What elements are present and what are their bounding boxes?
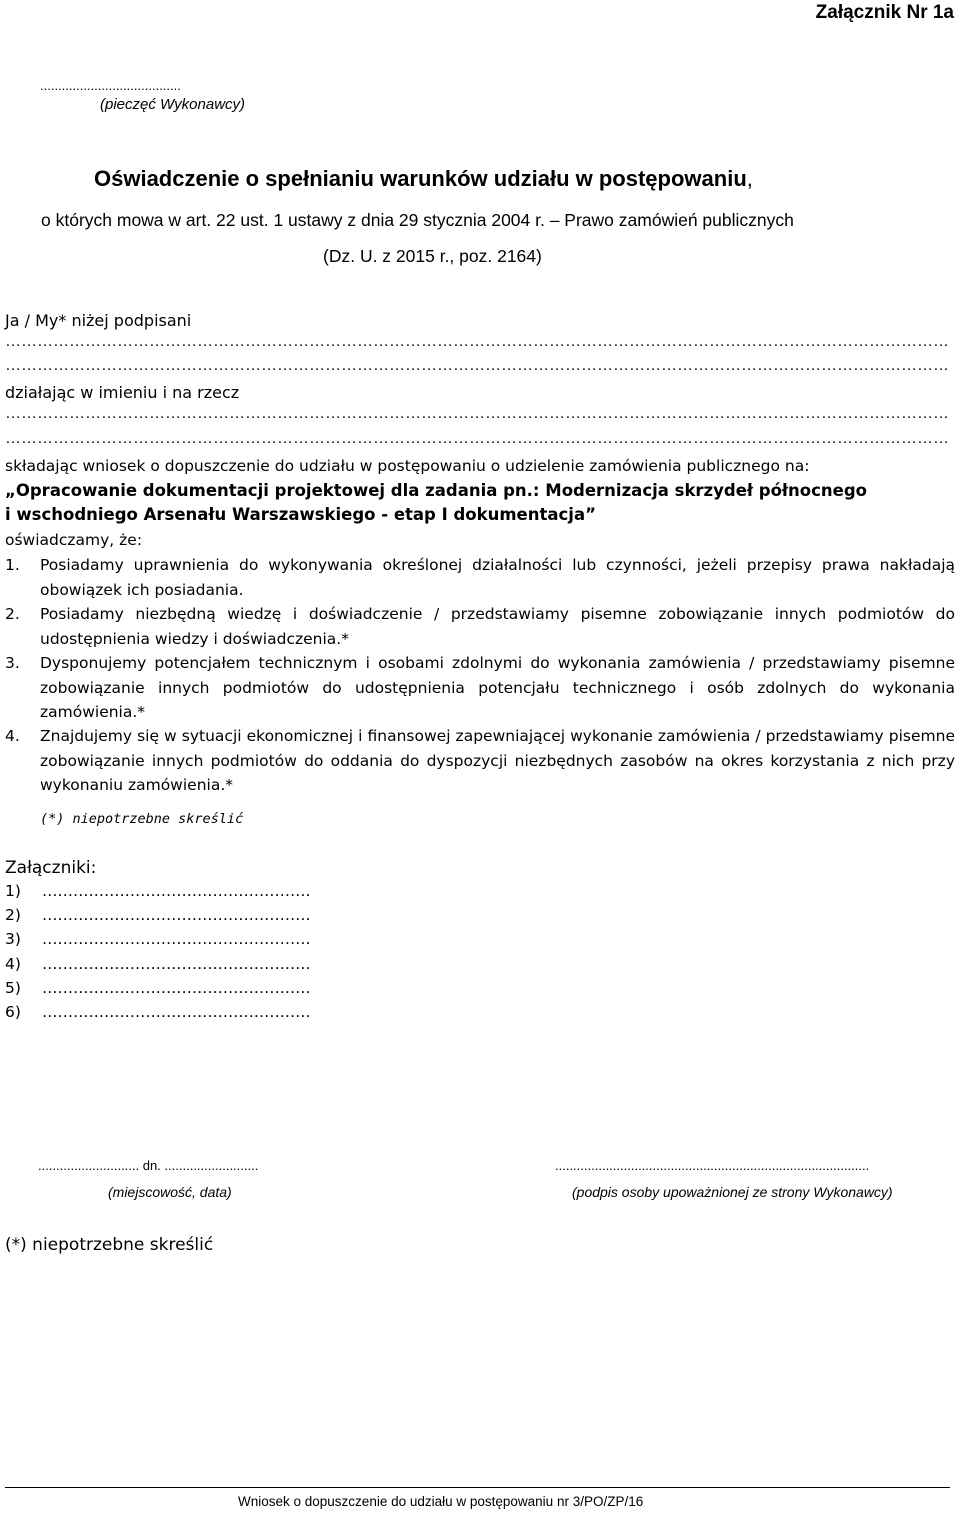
declaration-text: Posiadamy uprawnienia do wykonywania określonej działalności lub czynności, jeżeli przepisy prawa nakładają obowiązek ich posiadania. — [40, 556, 955, 599]
signatories-label: Ja / My* niżej podpisani — [5, 311, 192, 330]
declare-label: oświadczamy, że: — [5, 531, 143, 549]
entity-dotted-line-1 — [5, 405, 950, 423]
place-date-placeholder: ............................ dn. .......................... — [38, 1158, 259, 1173]
attachment-number: 1) — [5, 882, 21, 900]
attachment-item-1 — [5, 882, 310, 900]
attachment-dots: ……………………………………………. — [42, 882, 311, 900]
signatory-dotted-line-1 — [5, 333, 950, 351]
declaration-item-2 — [5, 602, 955, 651]
attachment-dots: ……………………………………………. — [42, 906, 311, 924]
declaration-text: Znajdujemy się w sytuacji ekonomicznej i finansowej zapewniającej wykonanie zamówienia / przedstawiamy pisemne zobowiązanie innych podmiotów do oddania do dyspozycji niezbędnych zasobów na okres korzystania z nich przy wykonaniu zamówienia.* — [40, 727, 955, 794]
attachment-dots: ……………………………………………. — [42, 955, 311, 973]
place-date-caption: (miejscowość, data) — [108, 1184, 232, 1200]
declaration-item-1 — [5, 553, 955, 602]
bottom-footnote: (*) niepotrzebne skreślić — [5, 1235, 214, 1255]
inline-footnote: (*) niepotrzebne skreślić — [40, 811, 244, 827]
attachment-dots: ……………………………………………. — [42, 979, 311, 997]
attachment-dots: ……………………………………………. — [42, 1003, 311, 1021]
attachment-number: 6) — [5, 1003, 21, 1021]
declaration-number: 2. — [5, 605, 20, 623]
title-legal-basis: o których mowa w art. 22 ust. 1 ustawy z dnia 29 stycznia 2004 r. – Prawo zamówień publicznych — [41, 210, 794, 230]
attachment-item-5 — [5, 979, 310, 997]
attachment-dots: ……………………………………………. — [42, 930, 311, 948]
declaration-text: Dysponujemy potencjałem technicznym i osobami zdolnymi do wykonania zamówienia / przedstawiamy pisemne zobowiązanie innych podmiotów do udostępnienia potencjału technicznego i osób zdolnych do wykonania zamówienia.* — [40, 654, 955, 721]
annex-label: Załącznik Nr 1a — [815, 2, 954, 23]
document-title-main: Oświadczenie o spełnianiu warunków udziału w postępowaniu — [94, 166, 747, 191]
attachment-number: 5) — [5, 979, 21, 997]
title-journal-ref: (Dz. U. z 2015 r., poz. 2164) — [323, 246, 542, 266]
attachment-number: 2) — [5, 906, 21, 924]
declaration-number: 1. — [5, 556, 20, 574]
attachment-item-2 — [5, 906, 310, 924]
declaration-number: 3. — [5, 654, 20, 672]
declaration-text: Posiadamy niezbędną wiedzę i doświadczenie / przedstawiamy pisemne zobowiązanie innych podmiotów do udostępnienia wiedzy i doświadczenia.* — [40, 605, 955, 648]
document-title — [94, 166, 753, 192]
attachments-label: Załączniki: — [5, 858, 97, 878]
attachment-item-4 — [5, 955, 310, 973]
procurement-subject-line-1: „Opracowanie dokumentacji projektowej dla zadania pn.: Modernizacja skrzydeł północnego — [5, 481, 868, 500]
declaration-item-3 — [5, 651, 955, 725]
declaration-number: 4. — [5, 727, 20, 745]
procurement-subject-line-2: i wschodniego Arsenału Warszawskiego - etap I dokumentacja” — [5, 505, 596, 524]
signature-placeholder: ....................................................................................... — [555, 1158, 870, 1173]
seal-caption: (pieczęć Wykonawcy) — [100, 96, 246, 113]
attachment-item-3 — [5, 930, 310, 948]
acting-on-behalf-label: działając w imieniu i na rzecz — [5, 383, 240, 402]
footer-text: Wniosek o dopuszczenie do udziału w postępowaniu nr 3/PO/ZP/16 — [238, 1494, 644, 1509]
document-title-suffix: , — [746, 166, 753, 191]
declaration-item-4 — [5, 724, 955, 798]
application-intro: składając wniosek o dopuszczenie do udziału w postępowaniu o udzielenie zamówienia publicznego na: — [5, 457, 810, 475]
signature-caption: (podpis osoby upoważnionej ze strony Wykonawcy) — [572, 1184, 893, 1200]
attachment-item-6 — [5, 1003, 310, 1021]
footer-divider — [5, 1487, 950, 1488]
signatory-dotted-line-2 — [5, 357, 950, 375]
entity-dotted-line-2 — [5, 430, 950, 448]
attachment-number: 4) — [5, 955, 21, 973]
seal-placeholder: ....................................... — [40, 78, 181, 93]
attachment-number: 3) — [5, 930, 21, 948]
